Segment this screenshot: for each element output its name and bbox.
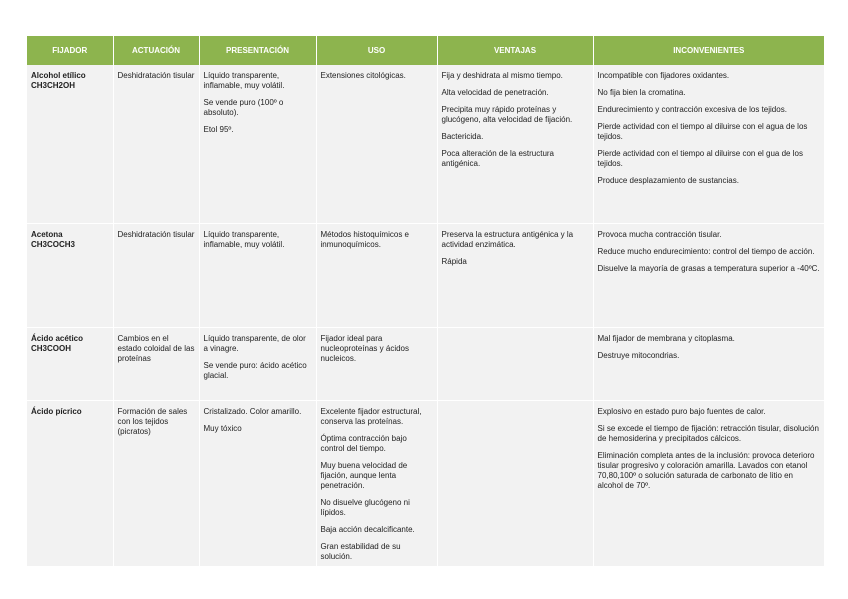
inconvenientes-item: Si se excede el tiempo de fijación: retracción tisular, disolución de hemosiderina y precipitados cálcicos.	[597, 424, 819, 443]
header-inconvenientes: INCONVENIENTES	[593, 36, 824, 65]
presentacion-item: Etol 95º.	[203, 125, 234, 134]
ventajas-cell	[437, 65, 593, 224]
fijador-name: Acetona	[31, 230, 63, 239]
table-row	[27, 224, 824, 328]
inconvenientes-item: Pierde actividad con el tiempo al diluirse con el gua de los tejidos.	[597, 149, 803, 168]
inconvenientes-cell	[593, 401, 824, 567]
inconvenientes-cell	[593, 328, 824, 401]
uso-cell	[316, 328, 437, 401]
fijador-name: Ácido pícrico	[31, 407, 82, 416]
fijador-name: Ácido acético	[31, 334, 84, 343]
presentacion-cell	[199, 224, 316, 328]
inconvenientes-item: Endurecimiento y contracción excesiva de los tejidos.	[597, 105, 787, 114]
header-actuacion: ACTUACIÓN	[113, 36, 199, 65]
fijador-cell-alcohol-etilico	[27, 65, 113, 224]
ventajas-cell	[437, 224, 593, 328]
inconvenientes-item: Pierde actividad con el tiempo al diluirse con el agua de los tejidos.	[597, 122, 808, 141]
ventajas-item: Alta velocidad de penetración.	[441, 88, 549, 97]
fixatives-table-container	[27, 36, 824, 567]
ventajas-cell	[437, 401, 593, 567]
presentacion-cell	[199, 65, 316, 224]
presentacion-item: Cristalizado. Color amarillo.	[203, 407, 302, 416]
fijador-cell-acido-picrico	[27, 401, 113, 567]
actuacion-cell: Formación de sales con los tejidos (picratos)	[113, 401, 199, 567]
ventajas-item: Fija y deshidrata al mismo tiempo.	[441, 71, 563, 80]
inconvenientes-item: Disuelve la mayoría de grasas a temperatura superior a -40ºC.	[597, 264, 820, 273]
inconvenientes-cell	[593, 65, 824, 224]
uso-item: Fijador ideal para nucleoproteínas y ácidos nucleicos.	[320, 334, 409, 363]
actuacion-cell: Cambios en el estado coloidal de las proteínas	[113, 328, 199, 401]
ventajas-item: Precipita muy rápido proteínas y glucógeno, alta velocidad de fijación.	[441, 105, 573, 124]
inconvenientes-cell	[593, 224, 824, 328]
inconvenientes-item: Reduce mucho endurecimiento: control del tiempo de acción.	[597, 247, 815, 256]
header-presentacion: PRESENTACIÓN	[199, 36, 316, 65]
fijador-formula: CH3COOH	[31, 344, 72, 353]
fijador-formula: CH3COCH3	[31, 240, 76, 249]
inconvenientes-item: Incompatible con fijadores oxidantes.	[597, 71, 730, 80]
inconvenientes-item: Provoca mucha contracción tisular.	[597, 230, 722, 239]
uso-item: No disuelve glucógeno ni lípidos.	[320, 498, 410, 517]
ventajas-item: Poca alteración de la estructura antigénica.	[441, 149, 555, 168]
uso-item: Gran estabilidad de su solución.	[320, 542, 401, 561]
presentacion-item: Se vende puro: ácido acético glacial.	[203, 361, 307, 380]
uso-cell	[316, 401, 437, 567]
inconvenientes-item: Produce desplazamiento de sustancias.	[597, 176, 739, 185]
presentacion-item: Muy tóxico	[203, 424, 242, 433]
inconvenientes-item: Destruye mitocondrias.	[597, 351, 680, 360]
uso-cell	[316, 224, 437, 328]
table-row	[27, 65, 824, 224]
fijador-formula: CH3CH2OH	[31, 81, 76, 90]
presentacion-item: Líquido transparente, de olor a vinagre.	[203, 334, 306, 353]
presentacion-cell	[199, 328, 316, 401]
uso-item: Métodos histoquímicos e inmunoquímicos.	[320, 230, 409, 249]
uso-item: Extensiones citológicas.	[320, 71, 406, 80]
ventajas-cell	[437, 328, 593, 401]
uso-item: Muy buena velocidad de fijación, aunque lenta penetración.	[320, 461, 408, 490]
fijador-cell-acetona	[27, 224, 113, 328]
actuacion-cell: Deshidratación tisular	[113, 224, 199, 328]
ventajas-item: Rápida	[441, 257, 467, 266]
actuacion-cell: Deshidratación tisular	[113, 65, 199, 224]
uso-item: Excelente fijador estructural, conserva las proteínas.	[320, 407, 422, 426]
uso-item: Baja acción decalcificante.	[320, 525, 415, 534]
table-row	[27, 328, 824, 401]
header-fijador: FIJADOR	[27, 36, 113, 65]
uso-cell	[316, 65, 437, 224]
fijador-cell-acido-acetico	[27, 328, 113, 401]
uso-item: Óptima contracción bajo control del tiempo.	[320, 434, 407, 453]
ventajas-item: Bactericida.	[441, 132, 484, 141]
presentacion-item: Líquido transparente, inflamable, muy volátil.	[203, 71, 285, 90]
table-header-row	[27, 36, 824, 65]
inconvenientes-item: No fija bien la cromatina.	[597, 88, 686, 97]
inconvenientes-item: Eliminación completa antes de la inclusión: provoca deterioro tisular progresivo y coloración amarilla. Lavados con etanol 70,80,100º o solución saturada de carbonato de litio en alcohol de 70º.	[597, 451, 815, 490]
header-uso: USO	[316, 36, 437, 65]
presentacion-item: Se vende puro (100º o absoluto).	[203, 98, 284, 117]
header-ventajas: VENTAJAS	[437, 36, 593, 65]
fixatives-table	[27, 36, 824, 567]
inconvenientes-item: Explosivo en estado puro bajo fuentes de calor.	[597, 407, 766, 416]
presentacion-cell	[199, 401, 316, 567]
table-row	[27, 401, 824, 567]
inconvenientes-item: Mal fijador de membrana y citoplasma.	[597, 334, 735, 343]
fijador-name: Alcohol etílico	[31, 71, 86, 80]
presentacion-item: Líquido transparente, inflamable, muy volátil.	[203, 230, 285, 249]
ventajas-item: Preserva la estructura antigénica y la actividad enzimática.	[441, 230, 574, 249]
